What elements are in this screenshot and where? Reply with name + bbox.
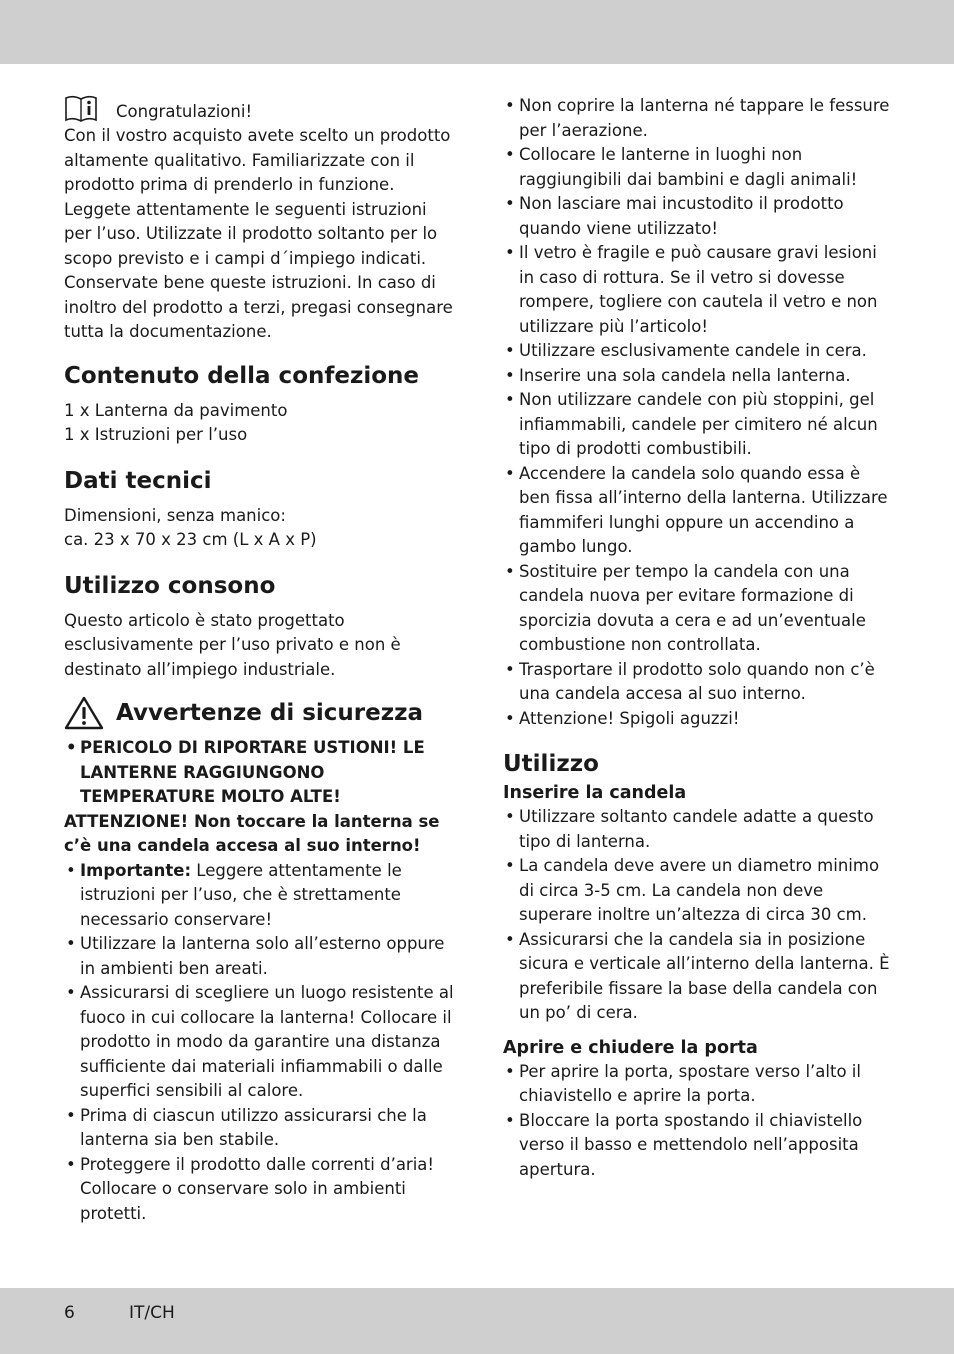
safety-heading-row (64, 696, 456, 730)
list-item: • Utilizzare soltanto candele adatte a questo tipo di lanterna. (503, 805, 893, 854)
tech-line: ca. 23 x 70 x 23 cm (L x A x P) (64, 530, 317, 549)
door-list (503, 1060, 893, 1183)
list-item: • Assicurarsi di scegliere un luogo resistente al fuoco in cui collocare la lanterna! Collocare il prodotto in modo da garantire una distanza sufficiente dai materiali infiammabili o dalle superfici sensibili al calore. (64, 981, 456, 1104)
use-heading: Utilizzo consono (64, 572, 276, 599)
list-item: • Sostituire per tempo la candela con una candela nuova per evitare formazione di sporcizia dovuta a cera e ad un’eventuale combustione non controllata. (503, 560, 893, 658)
list-item: • Proteggere il prodotto dalle correnti d’aria! Collocare o conservare solo in ambienti protetti. (64, 1153, 456, 1227)
list-item: • Attenzione! Spigoli aguzzi! (503, 707, 893, 732)
intro-paragraph: Conservate bene queste istruzioni. In caso di inoltro del prodotto a terzi, pregasi consegnare tutta la documentazione. (64, 273, 453, 341)
insert-heading: Inserire la candela (503, 783, 687, 803)
list-item: • La candela deve avere un diametro minimo di circa 3-5 cm. La candela non deve superare inoltre un’altezza di circa 30 cm. (503, 854, 893, 928)
right-column (503, 94, 893, 1182)
utilizzo-heading: Utilizzo (503, 751, 599, 777)
header-bar (0, 0, 954, 64)
danger-bullet: • PERICOLO DI RIPORTARE USTIONI! LE LANTERNE RAGGIUNGONO TEMPERATURE MOLTO ALTE! (64, 736, 456, 810)
tech-heading: Dati tecnici (64, 467, 212, 494)
contents-item: 1 x Istruzioni per l’uso (64, 425, 248, 444)
list-item: • Collocare le lanterne in luoghi non raggiungibili dai bambini e dagli animali! (503, 143, 893, 192)
language-code: IT/CH (129, 1303, 175, 1323)
manual-info-icon (64, 94, 98, 124)
attention-text: ATTENZIONE! Non toccare la lanterna se c’è una candela accesa al suo interno! (64, 811, 440, 855)
left-column (64, 94, 456, 1226)
list-item: • Accendere la candela solo quando essa è ben fissa all’interno della lanterna. Utilizzare fiammiferi lunghi oppure un accendino a gambo lungo. (503, 462, 893, 560)
safety-heading: Avvertenze di sicurezza (116, 700, 424, 726)
list-item: • Utilizzare la lanterna solo all’esterno oppure in ambienti ben areati. (64, 932, 456, 981)
list-item: • Utilizzare esclusivamente candele in cera. (503, 339, 893, 364)
intro-paragraph: Leggete attentamente le seguenti istruzioni per l’uso. Utilizzate il prodotto soltanto per lo scopo previsto e i campi d´impiego indicati. (64, 199, 438, 268)
safety-list-continued (503, 94, 893, 731)
list-item: • Inserire una sola candela nella lanterna. (503, 364, 893, 389)
tech-line: Dimensioni, senza manico: (64, 505, 286, 525)
intro-paragraph: Con il vostro acquisto avete scelto un prodotto altamente qualitativo. Familiarizzate con il prodotto prima di prenderlo in funzione. (64, 126, 451, 194)
list-item: • Il vetro è fragile e può causare gravi lesioni in caso di rottura. Se il vetro si dovesse rompere, togliere con cautela il vetro e non utilizzare più l’articolo! (503, 241, 893, 339)
use-text: Questo articolo è stato progettato esclusivamente per l’uso privato e non è destinato all’impiego industriale. (64, 610, 401, 679)
intro-title: Congratulazioni! (116, 101, 253, 121)
list-item: • Per aprire la porta, spostare verso l’alto il chiavistello e aprire la porta. (503, 1060, 893, 1109)
list-item: • Prima di ciascun utilizzo assicurarsi che la lanterna sia ben stabile. (64, 1104, 456, 1153)
page-number: 6 (64, 1303, 75, 1323)
list-item (64, 859, 456, 933)
safety-list (64, 859, 456, 1227)
door-heading: Aprire e chiudere la porta (503, 1037, 758, 1058)
list-item: • Bloccare la porta spostando il chiavistello verso il basso e mettendolo nell’apposita apertura. (503, 1109, 893, 1183)
list-item: • Non coprire la lanterna né tappare le fessure per l’aerazione. (503, 94, 893, 143)
list-item: • Assicurarsi che la candela sia in posizione sicura e verticale all’interno della lanterna. È preferibile fissare la base della candela con un po’ di cera. (503, 928, 893, 1026)
safety-list (64, 736, 456, 810)
intro-heading (64, 94, 456, 124)
list-item: • Non lasciare mai incustodito il prodotto quando viene utilizzato! (503, 192, 893, 241)
important-label: Importante: (80, 860, 192, 880)
contents-heading: Contenuto della confezione (64, 362, 420, 389)
contents-item: 1 x Lanterna da pavimento (64, 400, 288, 420)
important-text: Leggere attentamente le istruzioni per l’uso, che è strettamente necessario conservare! (80, 860, 402, 929)
list-item: • Non utilizzare candele con più stoppini, gel infiammabili, candele per cimitero né alcun tipo di prodotti combustibili. (503, 388, 893, 462)
warning-triangle-icon (64, 696, 104, 730)
list-item: • Trasportare il prodotto solo quando non c’è una candela accesa al suo interno. (503, 658, 893, 707)
insert-list (503, 805, 893, 1026)
